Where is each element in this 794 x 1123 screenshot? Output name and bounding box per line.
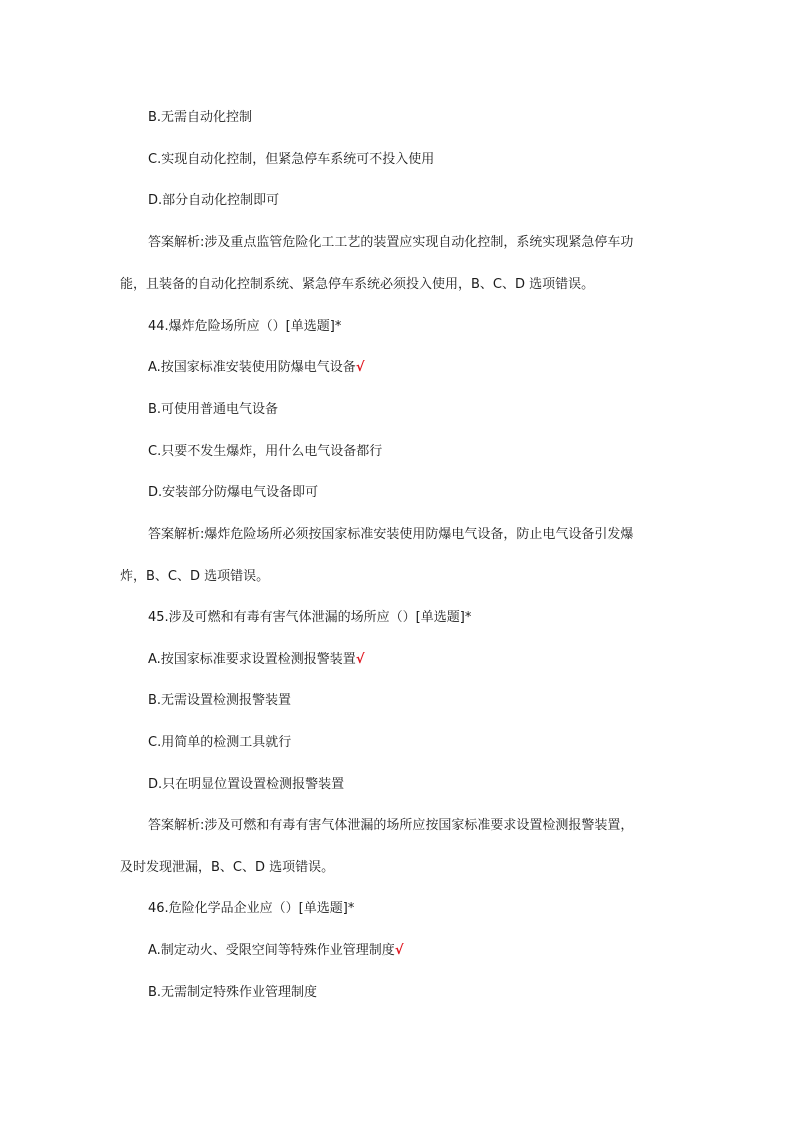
line-text: D.只在明显位置设置检测报警装置: [148, 777, 345, 792]
line-text: D.部分自动化控制即可: [148, 193, 280, 208]
line-text: 44.爆炸危险场所应（）[单选题]*: [148, 319, 342, 334]
line-text: B.无需自动化控制: [148, 110, 253, 125]
correct-check-icon: √: [355, 652, 365, 667]
option-b-q43: [148, 109, 252, 127]
answer-explanation-q43: [148, 234, 633, 252]
answer-explanation-q44: [148, 526, 633, 544]
line-text: 46.危险化学品企业应（）[单选题]*: [148, 901, 355, 916]
option-c-q44: [148, 443, 382, 461]
line-text: 答案解析:爆炸危险场所必须按国家标准安装使用防爆电气设备，防止电气设备引发爆: [148, 527, 634, 542]
line-text: 45.涉及可燃和有毒有害气体泄漏的场所应（）[单选题]*: [148, 610, 472, 625]
correct-check-icon: √: [394, 943, 404, 958]
option-d-q45: [148, 776, 344, 794]
line-text: A.制定动火、受限空间等特殊作业管理制度: [148, 943, 395, 958]
line-text: C.实现自动化控制，但紧急停车系统可不投入使用: [148, 152, 435, 167]
line-text: 能，且装备的自动化控制系统、紧急停车系统必须投入使用，B、C、D 选项错误。: [120, 277, 595, 292]
option-c-q45: [148, 734, 291, 752]
line-text: B.可使用普通电气设备: [148, 402, 279, 417]
option-b-q44: [148, 401, 278, 419]
line-text: 答案解析:涉及重点监管危险化工工艺的装置应实现自动化控制，系统实现紧急停车功: [148, 235, 634, 250]
answer-explanation-q45: [148, 817, 633, 835]
option-d-q44: [148, 484, 318, 502]
option-a-q46: [148, 942, 403, 960]
option-d-q43: [148, 192, 279, 210]
answer-explanation-q44-cont: [120, 568, 269, 586]
question-45: [148, 609, 471, 627]
option-a-q44: [148, 359, 364, 377]
line-text: 及时发现泄漏，B、C、D 选项错误。: [120, 860, 335, 875]
line-text: B.无需设置检测报警装置: [148, 693, 292, 708]
option-c-q43: [148, 151, 434, 169]
answer-explanation-q45-cont: [120, 859, 334, 877]
option-b-q45: [148, 692, 291, 710]
correct-check-icon: √: [355, 360, 365, 375]
answer-explanation-q43-cont: [120, 276, 594, 294]
question-46: [148, 900, 354, 918]
line-text: 炸，B、C、D 选项错误。: [120, 569, 270, 584]
line-text: C.只要不发生爆炸，用什么电气设备都行: [148, 444, 383, 459]
line-text: A.按国家标准要求设置检测报警装置: [148, 652, 356, 667]
option-b-q46: [148, 984, 317, 1002]
line-text: 答案解析:涉及可燃和有毒有害气体泄漏的场所应按国家标准要求设置检测报警装置，: [148, 818, 634, 833]
line-text: A.按国家标准安装使用防爆电气设备: [148, 360, 356, 375]
option-a-q45: [148, 651, 364, 669]
line-text: D.安装部分防爆电气设备即可: [148, 485, 319, 500]
line-text: B.无需制定特殊作业管理制度: [148, 985, 318, 1000]
line-text: C.用简单的检测工具就行: [148, 735, 292, 750]
question-44: [148, 318, 341, 336]
